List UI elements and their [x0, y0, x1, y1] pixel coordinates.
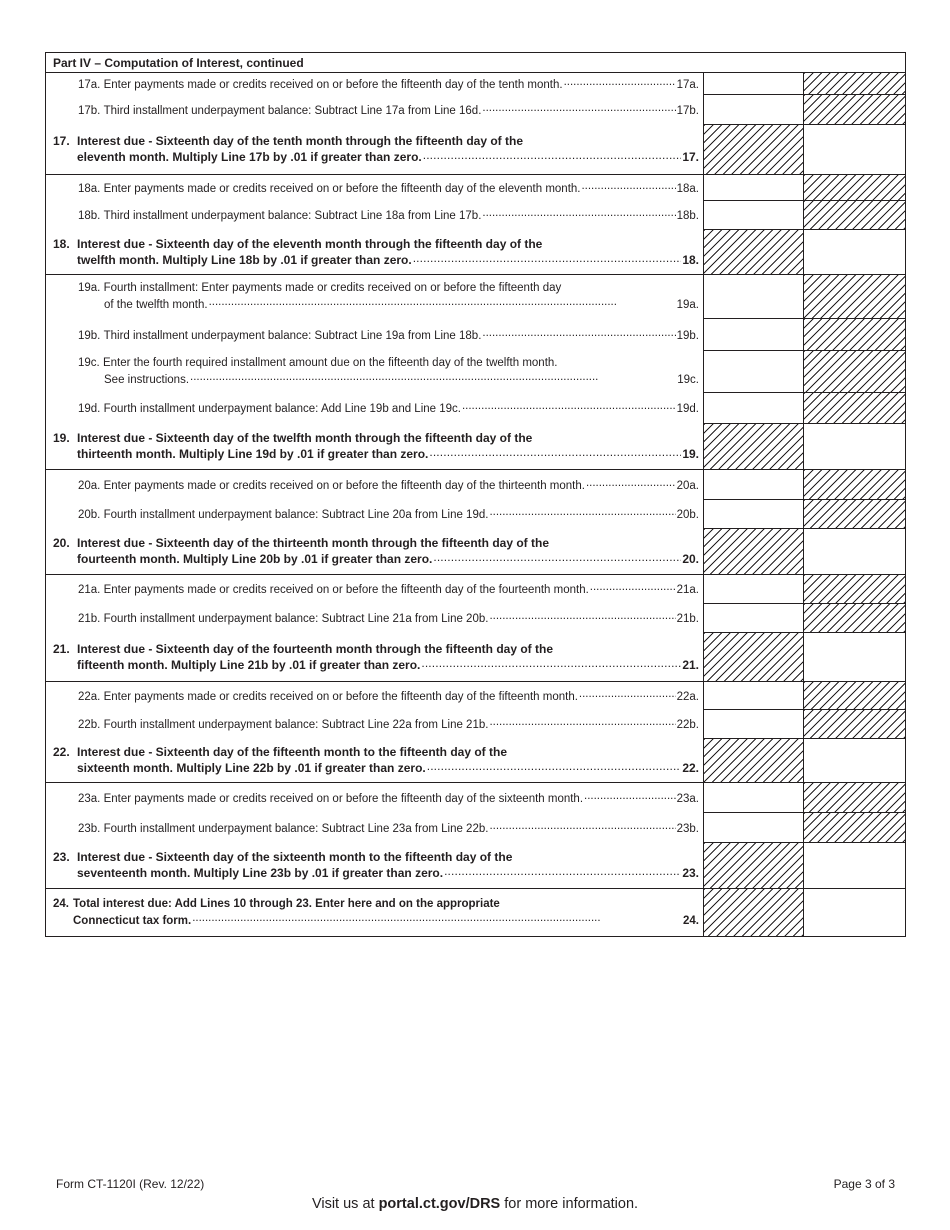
line-24-row: [46, 889, 905, 936]
line-ref: 18a.: [676, 182, 699, 195]
line-ref: 22.: [682, 761, 699, 775]
line-text-1: Interest due - Sixteenth day of the sixteenth month to the fifteenth day of the: [77, 850, 513, 864]
amount-input-20a[interactable]: [703, 470, 803, 500]
line-ref: 21a.: [676, 584, 699, 596]
line-text: Fourth installment underpayment balance: Subtract Line 23a from Line 22b.: [103, 822, 489, 835]
line-18b-row: [46, 201, 905, 230]
amount-input-22[interactable]: [803, 739, 905, 782]
line-text: Enter payments made or credits received on or before the fifteenth day of the tenth month.: [103, 78, 563, 91]
line-text: Enter payments made or credits received on or before the fifteenth day of the sixteenth month.: [103, 792, 584, 805]
shaded-cell: [803, 783, 905, 813]
line-ref: 20a.: [676, 479, 699, 492]
amount-input-21[interactable]: [803, 633, 905, 681]
line-number: 20a.: [78, 479, 101, 492]
part-header: Part IV – Computation of Interest, continued: [46, 53, 905, 73]
line-number: 23.: [53, 850, 70, 864]
line-21-row: [46, 633, 905, 682]
line-text-1: Total interest due: Add Lines 10 through 23. Enter here and on the appropriate: [73, 897, 500, 910]
shaded-cell: [803, 275, 905, 319]
line-ref: 18.: [682, 252, 699, 267]
line-ref: 17b.: [676, 104, 699, 117]
amount-input-17[interactable]: [803, 125, 905, 174]
amount-input-24[interactable]: [803, 889, 905, 936]
line-text-2: fifteenth month. Multiply Line 21b by .01 if greater than zero.: [77, 657, 421, 672]
amount-input-21b[interactable]: [703, 604, 803, 633]
line-text-2: eleventh month. Multiply Line 17b by .01 if greater than zero.: [77, 150, 422, 164]
line-text: Enter payments made or credits received on or before the fifteenth day of the thirteenth month.: [103, 479, 585, 492]
line-ref: 22b.: [676, 719, 699, 731]
form-id: Form CT-1120I (Rev. 12/22): [56, 1177, 205, 1191]
line-text-2: Connecticut tax form.: [73, 914, 192, 927]
amount-input-19b[interactable]: [703, 319, 803, 351]
shaded-cell: [803, 813, 905, 843]
line-ref: 22a.: [676, 690, 699, 703]
line-number: 19c.: [78, 357, 100, 369]
line-text: Enter payments made or credits received on or before the fifteenth day of the eleventh month.: [103, 182, 581, 195]
amount-input-19[interactable]: [803, 424, 905, 469]
shaded-cell: [803, 470, 905, 500]
visit-link[interactable]: portal.ct.gov/DRS: [378, 1196, 501, 1212]
shaded-cell: [803, 319, 905, 351]
line-text-2: fourteenth month. Multiply Line 20b by .01 if greater than zero.: [77, 552, 433, 566]
line-18-row: [46, 230, 905, 275]
line-text: Fourth installment underpayment balance: Subtract Line 20a from Line 19d.: [103, 509, 489, 521]
amount-input-19d[interactable]: [703, 393, 803, 424]
line-text-1: Enter the fourth required installment amount due on the fifteenth day of the twelfth month.: [102, 357, 558, 369]
amount-input-20b[interactable]: [703, 500, 803, 529]
line-ref: 19b.: [676, 329, 699, 342]
line-19c-row: [46, 351, 905, 393]
line-17a-row: [46, 73, 905, 95]
line-number: 22a.: [78, 690, 101, 703]
line-ref: 23b.: [676, 822, 699, 835]
line-22b-row: [46, 710, 905, 739]
shaded-cell: [703, 843, 803, 888]
line-text: Enter payments made or credits received on or before the fifteenth day of the fourteenth month.: [103, 584, 589, 596]
line-20a-row: [46, 470, 905, 500]
amount-input-18[interactable]: [803, 230, 905, 274]
shaded-cell: [803, 175, 905, 201]
shaded-cell: [803, 575, 905, 604]
line-text: Fourth installment underpayment balance: Add Line 19b and Line 19c.: [103, 403, 461, 415]
line-number: 17.: [53, 134, 70, 148]
line-ref: 21.: [682, 657, 699, 672]
amount-input-22b[interactable]: [703, 710, 803, 739]
amount-input-17b[interactable]: [703, 95, 803, 125]
line-23b-row: [46, 813, 905, 843]
line-number: 19b.: [78, 329, 101, 342]
amount-input-23a[interactable]: [703, 783, 803, 813]
line-ref: 19a.: [676, 299, 699, 311]
amount-input-19a[interactable]: [703, 275, 803, 319]
shaded-cell: [803, 73, 905, 95]
line-20b-row: [46, 500, 905, 529]
shaded-cell: [703, 424, 803, 469]
line-text: Third installment underpayment balance: Subtract Line 17a from Line 16d.: [103, 104, 482, 117]
shaded-cell: [703, 529, 803, 574]
shaded-cell: [703, 633, 803, 681]
shaded-cell: [803, 500, 905, 529]
line-number: 22.: [53, 745, 70, 759]
line-19d-row: [46, 393, 905, 424]
line-18a-row: [46, 175, 905, 201]
shaded-cell: [803, 393, 905, 424]
line-text: Fourth installment underpayment balance: Subtract Line 22a from Line 21b.: [103, 719, 489, 731]
amount-input-23[interactable]: [803, 843, 905, 888]
line-22-row: [46, 739, 905, 783]
line-number: 21a.: [78, 584, 101, 596]
amount-input-18a[interactable]: [703, 175, 803, 201]
line-ref: 23a.: [676, 792, 699, 805]
line-number: 20.: [53, 536, 70, 550]
line-text-2: twelfth month. Multiply Line 18b by .01 if greater than zero.: [77, 252, 412, 267]
line-ref: 24.: [683, 914, 699, 927]
line-number: 18.: [53, 236, 70, 251]
line-number: 19.: [53, 431, 70, 445]
line-text: Fourth installment underpayment balance: Subtract Line 21a from Line 20b.: [103, 613, 489, 625]
shaded-cell: [803, 351, 905, 393]
line-21b-row: [46, 604, 905, 633]
line-number: 18a.: [78, 182, 101, 195]
line-21a-row: [46, 575, 905, 604]
line-number: 19a.: [78, 282, 101, 294]
computation-of-interest-table: [45, 52, 906, 937]
shaded-cell: [803, 682, 905, 710]
line-text-2: seventeenth month. Multiply Line 23b by .01 if greater than zero.: [77, 866, 444, 880]
line-ref: 19d.: [676, 403, 699, 415]
line-text-1: Fourth installment: Enter payments made or credits received on or before the fifteenth day: [103, 282, 562, 294]
amount-input-23b[interactable]: [703, 813, 803, 843]
visit-notice: [0, 1196, 950, 1212]
shaded-cell: [803, 710, 905, 739]
line-number: 21b.: [78, 613, 101, 625]
line-19b-row: [46, 319, 905, 351]
line-17b-row: [46, 95, 905, 125]
line-number: 19d.: [78, 403, 101, 415]
amount-input-18b[interactable]: [703, 201, 803, 230]
shaded-cell: [803, 95, 905, 125]
line-number: 23b.: [78, 822, 101, 835]
line-ref: 19c.: [677, 374, 699, 386]
amount-input-19c[interactable]: [703, 351, 803, 393]
line-text: Third installment underpayment balance: Subtract Line 19a from Line 18b.: [103, 329, 482, 342]
line-text-1: Interest due - Sixteenth day of the fourteenth month through the fifteenth day of the: [77, 641, 553, 656]
line-19a-row: [46, 275, 905, 319]
line-22a-row: [46, 682, 905, 710]
visit-prefix: Visit us at: [311, 1196, 375, 1212]
shaded-cell: [703, 125, 803, 174]
line-text-1: Interest due - Sixteenth day of the thirteenth month through the fifteenth day of the: [77, 536, 550, 550]
line-ref: 20b.: [676, 509, 699, 521]
line-text-2: of the twelfth month.: [104, 299, 208, 311]
line-number: 18b.: [78, 210, 101, 222]
amount-input-17a[interactable]: [703, 73, 803, 95]
amount-input-22a[interactable]: [703, 682, 803, 710]
visit-suffix: for more information.: [504, 1196, 639, 1212]
line-ref: 19.: [682, 447, 699, 461]
line-20-row: [46, 529, 905, 575]
line-text-1: Interest due - Sixteenth day of the eleventh month through the fifteenth day of the: [77, 236, 543, 251]
shaded-cell: [803, 604, 905, 633]
shaded-cell: [803, 201, 905, 230]
page-number: Page 3 of 3: [833, 1177, 895, 1191]
line-17-row: [46, 125, 905, 175]
line-ref: 21b.: [676, 613, 699, 625]
line-number: 20b.: [78, 509, 101, 521]
line-text: Enter payments made or credits received on or before the fifteenth day of the fifteenth month.: [103, 690, 578, 703]
line-23-row: [46, 843, 905, 889]
line-23a-row: [46, 783, 905, 813]
line-text-1: Interest due - Sixteenth day of the fifteenth month to the fifteenth day of the: [77, 745, 508, 759]
line-text-1: Interest due - Sixteenth day of the twelfth month through the fifteenth day of the: [77, 431, 533, 445]
line-number: 23a.: [78, 792, 101, 805]
line-number: 17a.: [78, 78, 101, 91]
shaded-cell: [703, 230, 803, 274]
line-number: 21.: [53, 641, 70, 656]
line-ref: 20.: [682, 552, 699, 566]
line-ref: 17a.: [676, 78, 699, 91]
line-number: 24.: [53, 897, 69, 910]
line-text-2: thirteenth month. Multiply Line 19d by .01 if greater than zero.: [77, 447, 429, 461]
amount-input-20[interactable]: [803, 529, 905, 574]
amount-input-21a[interactable]: [703, 575, 803, 604]
shaded-cell: [703, 739, 803, 782]
line-text-1: Interest due - Sixteenth day of the tenth month through the fifteenth day of the: [77, 134, 523, 148]
line-text-2: See instructions.: [104, 374, 190, 386]
line-ref: 17.: [682, 150, 699, 164]
line-number: 22b.: [78, 719, 101, 731]
line-text: Third installment underpayment balance: Subtract Line 18a from Line 17b.: [103, 210, 482, 222]
line-19-row: [46, 424, 905, 470]
shaded-cell: [703, 889, 803, 936]
line-number: 17b.: [78, 104, 101, 117]
line-text-2: sixteenth month. Multiply Line 22b by .01 if greater than zero.: [77, 761, 426, 775]
line-ref: 18b.: [676, 210, 699, 222]
line-ref: 23.: [682, 866, 699, 880]
